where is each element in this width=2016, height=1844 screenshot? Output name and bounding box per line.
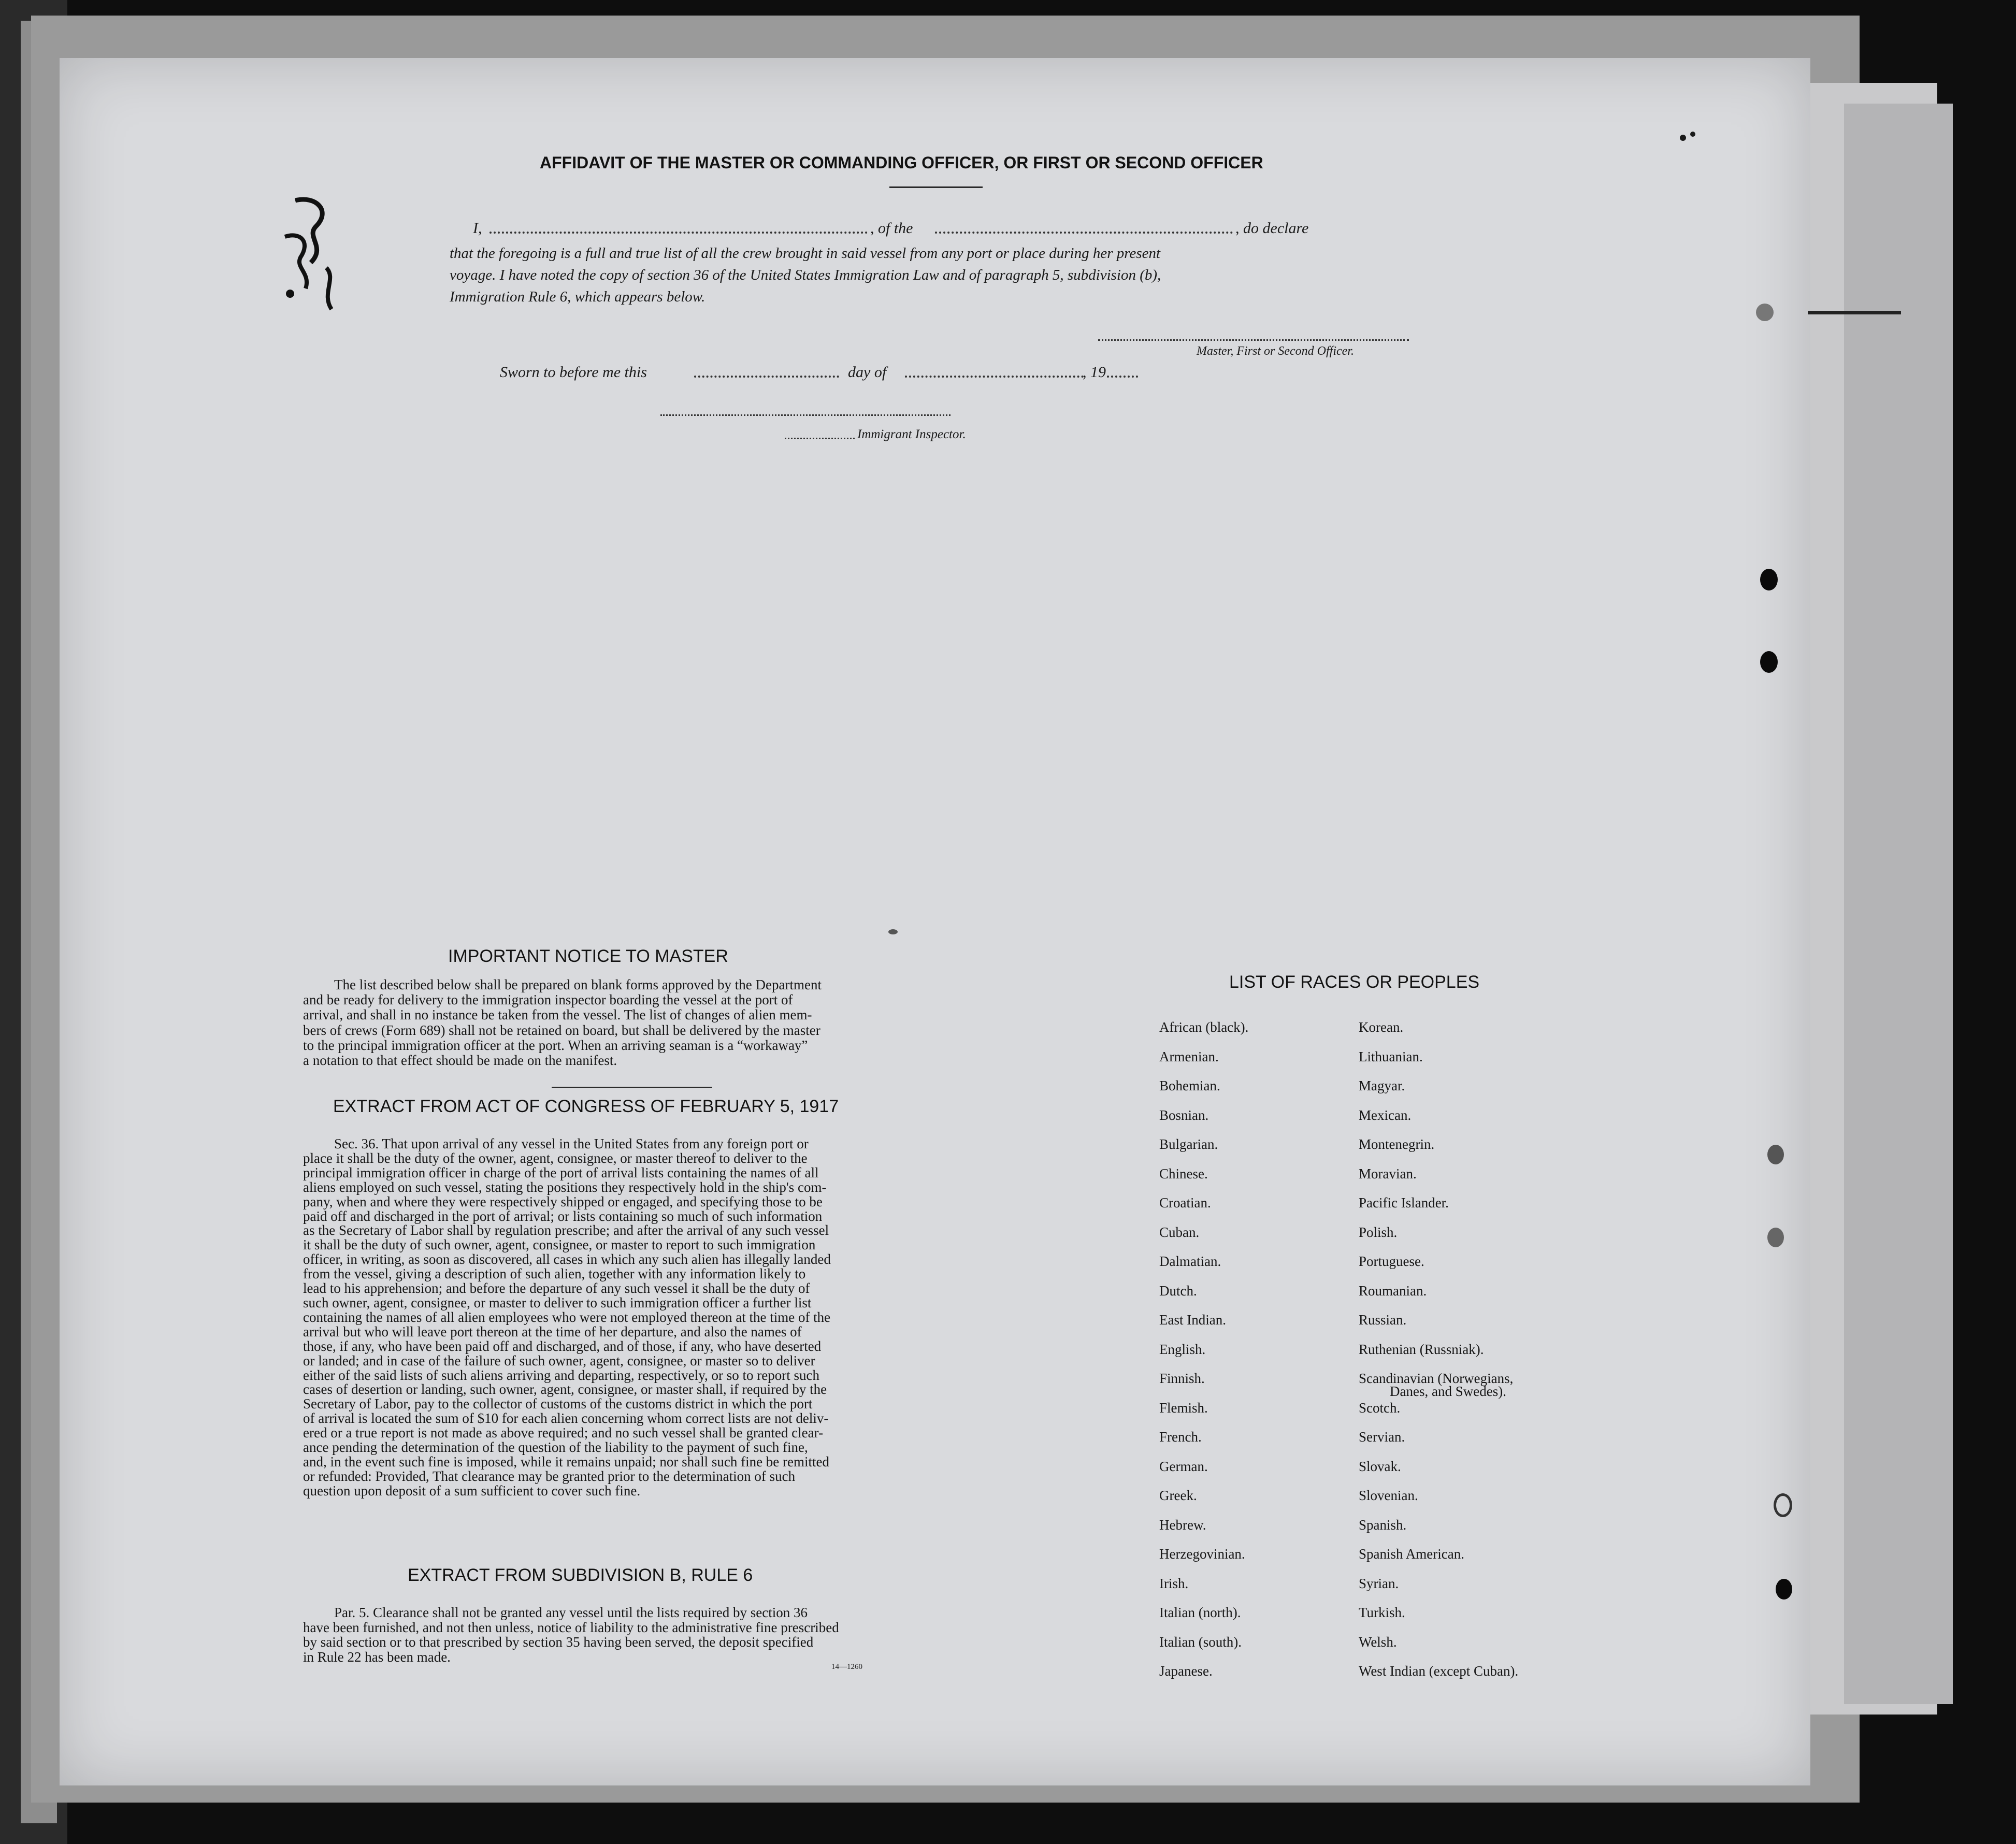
race-item: Lithuanian. bbox=[1359, 1049, 1423, 1064]
year-text: , 19 bbox=[1083, 364, 1106, 381]
act-line: principal immigration officer in charge of the port of arrival lists containing the names of all bbox=[303, 1164, 819, 1180]
race-item: Greek. bbox=[1159, 1488, 1197, 1503]
punch-hole bbox=[1767, 1145, 1784, 1164]
act-line: paid off and discharged in the port of arrival; or lists containing so much of such information bbox=[303, 1208, 823, 1224]
act-line: as the Secretary of Labor shall by regulation prescribe; and after the arrival of any such vessel bbox=[303, 1222, 829, 1238]
act-title: EXTRACT FROM ACT OF CONGRESS OF FEBRUARY 5, 1917 bbox=[333, 1097, 839, 1116]
act-line: containing the names of all alien employees who were not employed thereon at the time of the bbox=[303, 1309, 831, 1325]
race-item: Bulgarian. bbox=[1159, 1136, 1218, 1152]
act-line: question upon deposit of a sum sufficient to cover such fine. bbox=[303, 1482, 641, 1499]
race-item: Moravian. bbox=[1359, 1166, 1417, 1182]
act-line: aliens employed on such vessel, stating the positions they respectively hold in the ship's com- bbox=[303, 1179, 827, 1195]
sworn-text: Sworn to before me this bbox=[500, 364, 647, 381]
act-line: such owner, agent, consignee, or master to deliver to such immigration officer a further list bbox=[303, 1294, 812, 1310]
day-of-text: day of bbox=[848, 364, 887, 381]
notice-line: to the principal immigration officer at the port. When an arriving seaman is a “workaway” bbox=[303, 1037, 808, 1053]
act-body bbox=[303, 1137, 948, 1499]
inspector-label: Immigrant Inspector. bbox=[857, 427, 966, 441]
act-line: either of the said lists of such aliens arriving and departing, respectively, or so to report such bbox=[303, 1367, 819, 1383]
rule-line: Par. 5. Clearance shall not be granted any vessel until the lists required by section 36 bbox=[334, 1605, 808, 1620]
rule-line: have been furnished, and not then unless, notice of liability to the administrative fine prescribed bbox=[303, 1619, 839, 1635]
staple-line bbox=[1808, 311, 1901, 314]
race-item: Spanish American. bbox=[1359, 1546, 1464, 1562]
race-item: Montenegrin. bbox=[1359, 1136, 1435, 1152]
race-item: Hebrew. bbox=[1159, 1517, 1206, 1533]
race-item: Ruthenian (Russniak). bbox=[1359, 1342, 1484, 1357]
notice-line: arrival, and shall in no instance be taken from the vessel. The list of changes of alien mem- bbox=[303, 1007, 812, 1023]
race-item: Slovak. bbox=[1359, 1459, 1401, 1474]
notice-title: IMPORTANT NOTICE TO MASTER bbox=[448, 946, 728, 966]
master-signature-line bbox=[1098, 339, 1409, 341]
affidavit-i-label: I, bbox=[473, 220, 482, 237]
races-right-column bbox=[1359, 1020, 1773, 1746]
notice-line: bers of crews (Form 689) shall not be retained on board, but shall be delivered by the master bbox=[303, 1022, 820, 1038]
race-item: Mexican. bbox=[1359, 1107, 1412, 1123]
race-item: Bosnian. bbox=[1159, 1107, 1209, 1123]
race-item: Dalmatian. bbox=[1159, 1254, 1221, 1269]
race-item: Finnish. bbox=[1159, 1371, 1205, 1386]
divider bbox=[552, 1087, 712, 1088]
divider bbox=[889, 186, 983, 188]
act-line: arrival but who will leave port thereon at the time of her departure, and also the names of bbox=[303, 1323, 802, 1339]
act-line: ered or a true report is not made as above required; and no such vessel shall be granted clear- bbox=[303, 1425, 824, 1441]
affidavit-line3: voyage. I have noted the copy of section 36 of the United States Immigration Law and of paragraph 5, subdivision (b), bbox=[450, 267, 1161, 283]
race-item-continuation: Danes, and Swedes). bbox=[1390, 1384, 1506, 1399]
race-item: West Indian (except Cuban). bbox=[1359, 1663, 1519, 1679]
race-item: Turkish. bbox=[1359, 1605, 1405, 1620]
race-item: Flemish. bbox=[1159, 1400, 1208, 1416]
sworn-day-blank bbox=[694, 376, 839, 378]
act-line: those, if any, who have been paid off and discharged, and of those, if any, who have deserted bbox=[303, 1338, 822, 1354]
race-item: Dutch. bbox=[1159, 1283, 1197, 1299]
ink-spot bbox=[888, 929, 898, 934]
rule-line: by said section or to that prescribed by section 35 having been served, the deposit specified bbox=[303, 1634, 814, 1650]
punch-hole bbox=[1760, 569, 1778, 590]
ink-spot bbox=[1690, 132, 1695, 137]
act-line: place it shall be the duty of the owner, agent, consignee, or master thereof to deliver to the bbox=[303, 1150, 808, 1166]
affidavit-line4: Immigration Rule 6, which appears below. bbox=[450, 289, 705, 305]
race-item: Magyar. bbox=[1359, 1078, 1405, 1093]
race-item: Scotch. bbox=[1359, 1400, 1401, 1416]
rule-title: EXTRACT FROM SUBDIVISION B, RULE 6 bbox=[408, 1565, 753, 1585]
handwritten-mark bbox=[275, 190, 347, 325]
race-item: Russian. bbox=[1359, 1312, 1407, 1328]
race-item: Polish. bbox=[1359, 1224, 1398, 1240]
affidavit-title: AFFIDAVIT OF THE MASTER OR COMMANDING OFFICER, OR FIRST OR SECOND OFFICER bbox=[540, 153, 1263, 172]
act-line: of arrival is located the sum of $10 for each alien concerning whom correct lists are not deliv- bbox=[303, 1410, 829, 1427]
act-line: or landed; and in case of the failure of such owner, agent, consignee, or master so to deliver bbox=[303, 1352, 815, 1368]
month-blank bbox=[905, 376, 1084, 378]
race-item: Bohemian. bbox=[1159, 1078, 1220, 1093]
affidavit-line2: that the foregoing is a full and true list of all the crew brought in said vessel from any port or place during her present bbox=[450, 245, 1161, 262]
act-line: from the vessel, giving a description of such alien, together with any information likely to bbox=[303, 1266, 806, 1282]
race-item: Portuguese. bbox=[1359, 1254, 1424, 1269]
race-item: Spanish. bbox=[1359, 1517, 1407, 1533]
race-item: Korean. bbox=[1359, 1019, 1404, 1035]
race-item: Italian (north). bbox=[1159, 1605, 1241, 1620]
master-signature-label: Master, First or Second Officer. bbox=[1197, 344, 1354, 358]
notice-line: The list described below shall be prepared on blank forms approved by the Department bbox=[334, 977, 822, 992]
punch-hole bbox=[1760, 651, 1778, 673]
affidavit-of-the: , of the bbox=[870, 220, 913, 237]
act-line: lead to his apprehension; and before the departure of any such vessel it shall be the duty of bbox=[303, 1280, 810, 1296]
punch-hole bbox=[1776, 1579, 1792, 1600]
race-item: Roumanian. bbox=[1359, 1283, 1427, 1299]
background-page-far-right bbox=[1844, 104, 1953, 1704]
race-item: Servian. bbox=[1359, 1429, 1405, 1445]
race-item: Pacific Islander. bbox=[1359, 1195, 1449, 1211]
act-line: officer, in writing, as soon as discovered, all cases in which any such alien has illegally landed bbox=[303, 1251, 831, 1267]
race-item: English. bbox=[1159, 1342, 1206, 1357]
inspector-prefix-line bbox=[785, 438, 855, 439]
race-item: African (black). bbox=[1159, 1019, 1249, 1035]
race-item: Armenian. bbox=[1159, 1049, 1219, 1064]
rule-body bbox=[303, 1605, 948, 1664]
act-line: Sec. 36. That upon arrival of any vessel in the United States from any foreign port or bbox=[334, 1136, 809, 1151]
races-title: LIST OF RACES OR PEOPLES bbox=[1229, 972, 1480, 992]
act-line: it shall be the duty of such owner, agent, consignee, or master to report to such immigration bbox=[303, 1237, 816, 1253]
race-item: Croatian. bbox=[1159, 1195, 1211, 1211]
affidavit-do-declare: , do declare bbox=[1235, 220, 1309, 237]
race-item: Japanese. bbox=[1159, 1663, 1213, 1679]
race-item: Herzegovinian. bbox=[1159, 1546, 1245, 1562]
race-item: Irish. bbox=[1159, 1576, 1189, 1591]
race-item: Italian (south). bbox=[1159, 1634, 1242, 1650]
notice-body bbox=[303, 977, 948, 1068]
race-item: Scandinavian (Norwegians, bbox=[1359, 1371, 1514, 1386]
punch-hole bbox=[1756, 304, 1774, 321]
document-sheet bbox=[60, 58, 1810, 1785]
rule-line: in Rule 22 has been made. bbox=[303, 1649, 451, 1665]
race-item: Slovenian. bbox=[1359, 1488, 1418, 1503]
act-line: ance pending the determination of the question of the liability to the payment of such fine, bbox=[303, 1439, 808, 1456]
act-line: or refunded: Provided, That clearance may be granted prior to the determination of such bbox=[303, 1468, 796, 1484]
act-line: Secretary of Labor, pay to the collector of customs of the customs district in which the port bbox=[303, 1396, 813, 1412]
act-line: and, in the event such fine is imposed, while it remains unpaid; nor shall such fine be remitted bbox=[303, 1453, 830, 1470]
act-line: cases of desertion or landing, such owner, agent, consignee, or master shall, if required by the bbox=[303, 1381, 827, 1398]
race-item: Welsh. bbox=[1359, 1634, 1397, 1650]
race-item: East Indian. bbox=[1159, 1312, 1226, 1328]
race-item: German. bbox=[1159, 1459, 1208, 1474]
race-item: French. bbox=[1159, 1429, 1202, 1445]
race-item: Chinese. bbox=[1159, 1166, 1208, 1182]
vessel-blank-line bbox=[935, 232, 1233, 234]
act-line: pany, when and where they were respectively shipped or engaged, and specifying those to be bbox=[303, 1193, 823, 1209]
ink-spot bbox=[1680, 135, 1686, 141]
notice-line: a notation to that effect should be made on the manifest. bbox=[303, 1053, 617, 1069]
form-number: 14—1260 bbox=[831, 1663, 862, 1671]
notice-line: and be ready for delivery to the immigration inspector boarding the vessel at the port of bbox=[303, 992, 793, 1008]
inspector-signature-line bbox=[660, 414, 951, 416]
punch-hole bbox=[1774, 1493, 1792, 1517]
name-blank-line bbox=[489, 232, 868, 234]
punch-hole bbox=[1767, 1228, 1784, 1247]
year-blank bbox=[1107, 376, 1138, 378]
race-item: Cuban. bbox=[1159, 1224, 1200, 1240]
race-item: Syrian. bbox=[1359, 1576, 1399, 1591]
